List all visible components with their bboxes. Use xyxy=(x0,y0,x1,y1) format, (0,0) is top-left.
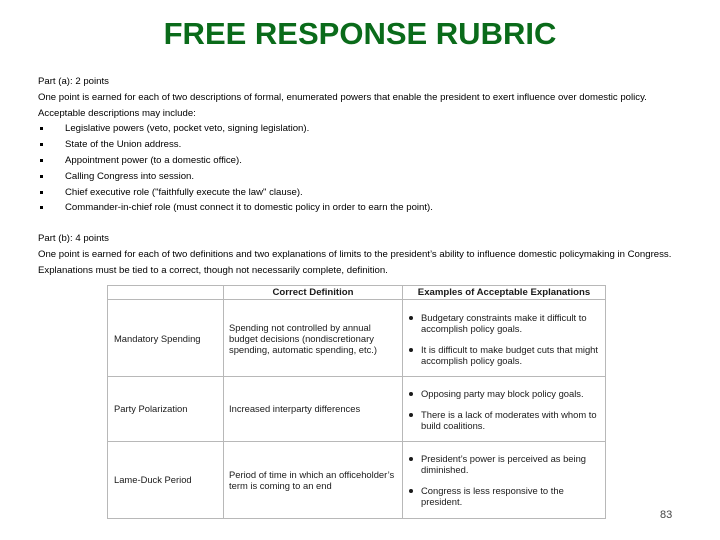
table-cell-definition xyxy=(224,441,403,518)
list-item: There is a lack of moderates with whom to build coalitions. xyxy=(407,409,601,431)
term-label: Party Polarization xyxy=(114,403,188,415)
list-item: Legislative powers (veto, pocket veto, signing legislation). xyxy=(38,121,688,137)
table-cell-term xyxy=(108,300,224,377)
definition-text: Increased interparty differences xyxy=(229,403,361,415)
page-number: 83 xyxy=(660,509,673,521)
table-cell-term xyxy=(108,441,224,518)
definition-text: Period of time in which an officeholder’s term is coming to an end xyxy=(229,468,395,491)
page-title: FREE RESPONSE RUBRIC xyxy=(163,16,557,51)
table-header-examples: Examples of Acceptable Explanations xyxy=(403,286,606,300)
part-a-heading: Part (a): 2 points xyxy=(38,76,109,87)
table-cell-definition xyxy=(224,300,403,377)
table-row xyxy=(108,377,606,441)
list-item: Commander-in-chief role (must connect it to domestic policy in order to earn the point). xyxy=(38,200,688,216)
list-item: Congress is less responsive to the president. xyxy=(407,485,601,507)
term-label: Lame-Duck Period xyxy=(114,474,192,486)
list-item: Budgetary constraints make it difficult to accomplish policy goals. xyxy=(407,312,601,334)
list-item: Opposing party may block policy goals. xyxy=(407,388,601,399)
table-cell-examples xyxy=(403,377,606,441)
list-item: State of the Union address. xyxy=(38,137,688,153)
part-a-section xyxy=(38,74,688,216)
list-item: It is difficult to make budget cuts that might accomplish policy goals. xyxy=(407,344,601,366)
term-label: Mandatory Spending xyxy=(114,332,201,344)
rubric-table xyxy=(107,285,606,519)
table-row xyxy=(108,441,606,518)
list-item: President’s power is perceived as being diminished. xyxy=(407,453,601,475)
list-item: Chief executive role ("faithfully execute the law" clause). xyxy=(38,185,688,201)
part-b-heading: Part (b): 4 points xyxy=(38,233,109,244)
table-header-row xyxy=(108,286,606,300)
table-cell-examples xyxy=(403,300,606,377)
part-a-intro: One point is earned for each of two descriptions of formal, enumerated powers that enable the president to exert influence over domestic policy. Acceptable descriptions may include: xyxy=(38,91,647,119)
table-cell-examples xyxy=(403,441,606,518)
part-b-section xyxy=(38,231,688,278)
table-header-blank xyxy=(108,286,224,300)
part-a-bullet-list xyxy=(38,121,688,216)
part-b-intro: One point is earned for each of two definitions and two explanations of limits to the president’s ability to influence domestic policymaking in Congress. Explanations must be tied to a correct, though not necessarily complete, definition. xyxy=(38,248,672,276)
table-row xyxy=(108,300,606,377)
list-item: Calling Congress into session. xyxy=(38,169,688,185)
table-cell-term xyxy=(108,377,224,441)
table-header-definition: Correct Definition xyxy=(224,286,403,300)
list-item: Appointment power (to a domestic office). xyxy=(38,153,688,169)
table-cell-definition xyxy=(224,377,403,441)
definition-text: Spending not controlled by annual budget decisions (nondiscretionary spending, automatic spending, etc.) xyxy=(229,321,378,355)
